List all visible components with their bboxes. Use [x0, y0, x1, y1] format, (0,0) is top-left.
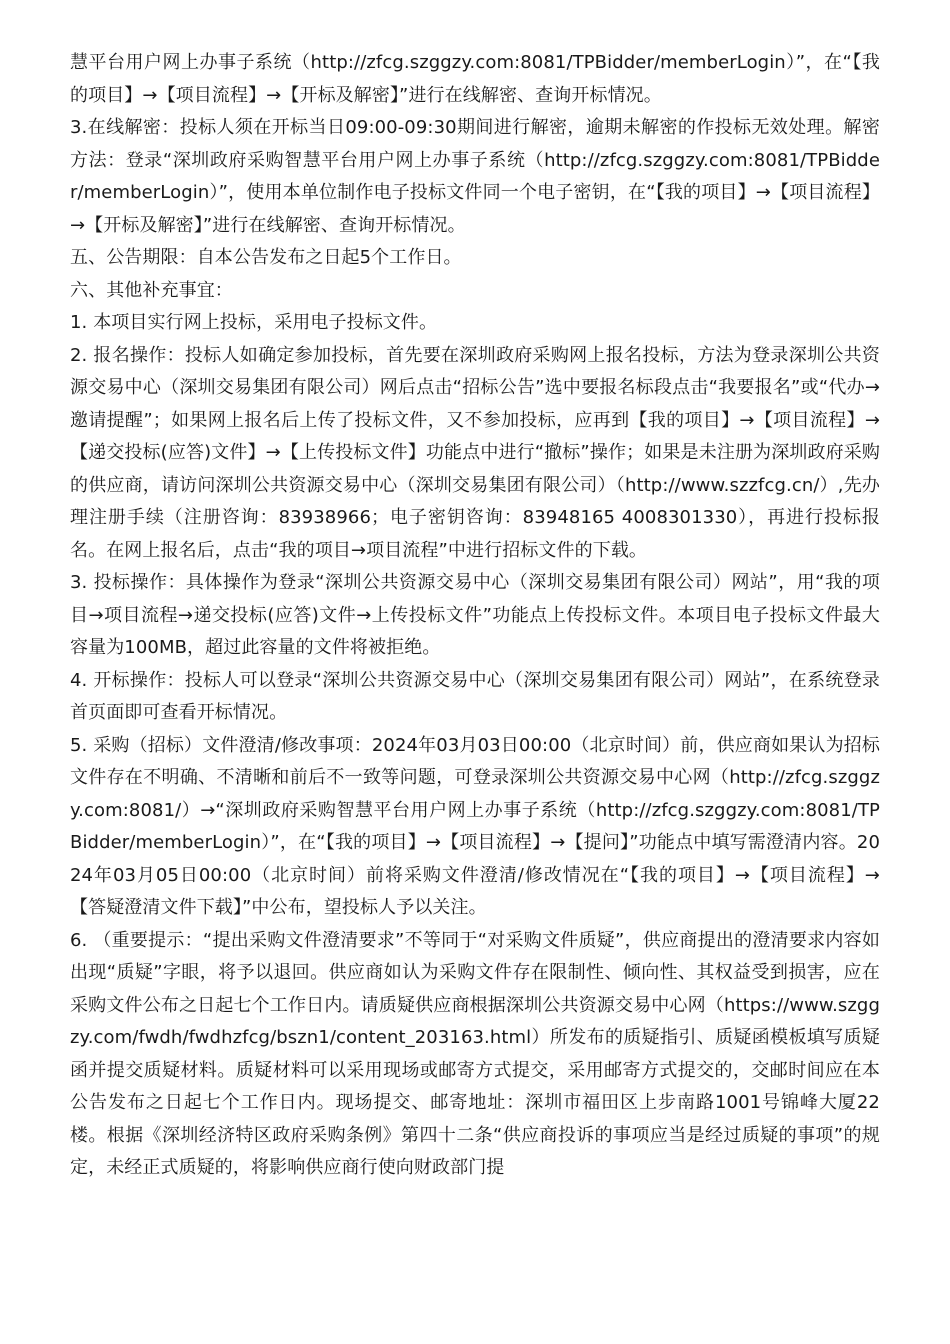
paragraph-online-decryption: 3.在线解密：投标人须在开标当日09:00-09:30期间进行解密，逾期未解密的作投标无效处理。解密方法：登录“深圳政府采购智慧平台用户网上办事子系统（http://zfcg.szggzy.com:8081/TPBidder/memberLogin）”，使用本单位制作电子投标文件同一个电子密钥，在“【我的项目】→【项目流程】→【开标及解密】”进行在线解密、查询开标情况。: [70, 117, 880, 236]
paragraph-bidding-operation: 3. 投标操作：具体操作为登录“深圳公共资源交易中心（深圳交易集团有限公司）网站”，用“我的项目→项目流程→递交投标(应答)文件→上传投标文件”功能点上传投标文件。本项目电子投标文件最大容量为100MB，超过此容量的文件将被拒绝。: [70, 572, 880, 658]
paragraph-announcement-period: 五、公告期限：自本公告发布之日起5个工作日。: [70, 247, 462, 268]
paragraph-platform-decrypt-continuation: 慧平台用户网上办事子系统（http://zfcg.szggzy.com:8081/TPBidder/memberLogin）”，在“【我的项目】→【项目流程】→【开标及解密】”进行在线解密、查询开标情况。: [70, 52, 880, 106]
paragraph-online-bidding: 1. 本项目实行网上投标，采用电子投标文件。: [70, 312, 438, 333]
document-page: [70, 47, 880, 1185]
paragraph-important-notice: 6. （重要提示：“提出采购文件澄清要求”不等同于“对采购文件质疑”，供应商提出的澄清要求内容如出现“质疑”字眼，将予以退回。供应商如认为采购文件存在限制性、倾向性、其权益受到损害，应在采购文件公布之日起七个工作日内。请质疑供应商根据深圳公共资源交易中心网（https://www.szggzy.com/fwdh/fwdhzfcg/bszn1/content_203163.html）所发布的质疑指引、质疑函模板填写质疑函并提交质疑材料。质疑材料可以采用现场或邮寄方式提交，采用邮寄方式提交的，交邮时间应在本公告发布之日起七个工作日内。现场提交、邮寄地址：深圳市福田区上步南路1001号锦峰大厦22楼。根据《深圳经济特区政府采购条例》第四十二条“供应商投诉的事项应当是经过质疑的事项”的规定，未经正式质疑的，将影响供应商行使向财政部门提: [70, 929, 880, 1178]
paragraph-registration-operation: 2. 报名操作：投标人如确定参加投标，首先要在深圳政府采购网上报名投标，方法为登录深圳公共资源交易中心（深圳交易集团有限公司）网后点击“招标公告”选中要报名标段点击“我要报名”或“代办→邀请提醒”；如果网上报名后上传了投标文件，又不参加投标，应再到【我的项目】→【项目流程】→【递交投标(应答)文件】→【上传投标文件】功能点中进行“撤标”操作；如果是未注册为深圳政府采购的供应商，请访问深圳公共资源交易中心（深圳交易集团有限公司）（http://www.szzfcg.cn/）,先办理注册手续（注册咨询：83938966；电子密钥咨询：83948165 4008301330），再进行投标报名。在网上报名后，点击“我的项目→项目流程”中进行招标文件的下载。: [70, 344, 880, 561]
paragraph-other-matters-heading: 六、其他补充事宜：: [70, 279, 233, 301]
paragraph-bid-opening-operation: 4. 开标操作：投标人可以登录“深圳公共资源交易中心（深圳交易集团有限公司）网站”，在系统登录首页面即可查看开标情况。: [70, 669, 880, 723]
paragraph-clarification-matters: 5. 采购（招标）文件澄清/修改事项：2024年03月03日00:00（北京时间）前，供应商如果认为招标文件存在不明确、不清晰和前后不一致等问题，可登录深圳公共资源交易中心网（http://zfcg.szggzy.com:8081/）→“深圳政府采购智慧平台用户网上办事子系统（http://zfcg.szggzy.com:8081/TPBidder/memberLogin）”，在“【我的项目】→【项目流程】→【提问】”功能点中填写需澄清内容。2024年03月05日00:00（北京时间）前将采购文件澄清/修改情况在“【我的项目】→【项目流程】→【答疑澄清文件下载】”中公布，望投标人予以关注。: [70, 734, 880, 918]
